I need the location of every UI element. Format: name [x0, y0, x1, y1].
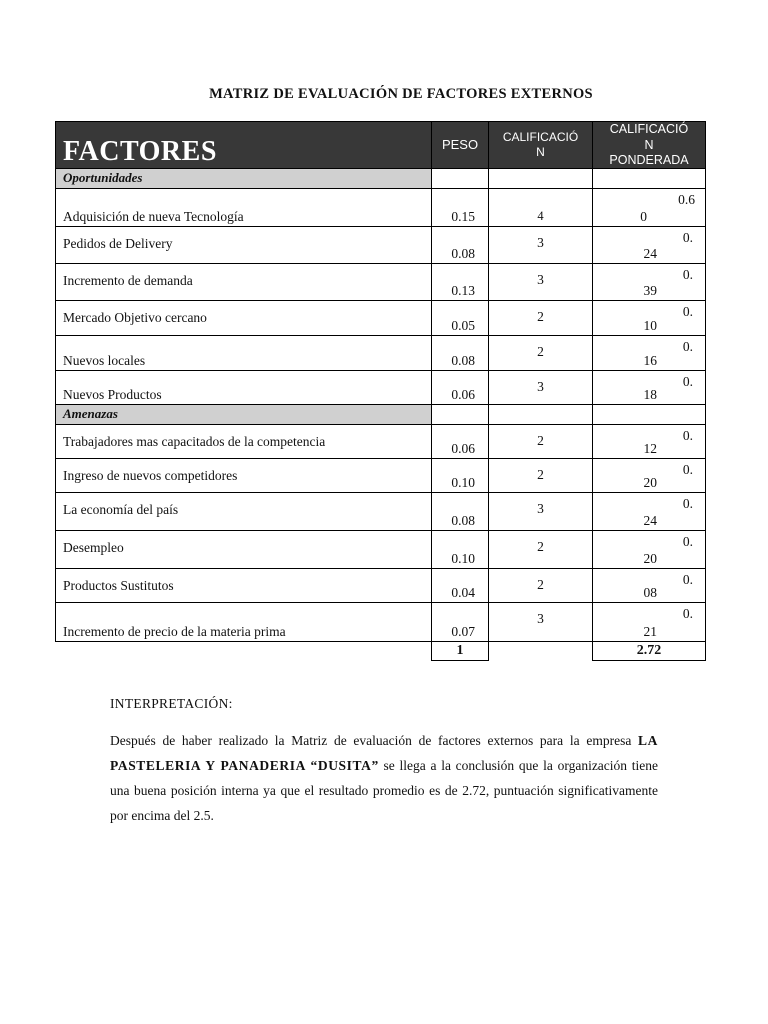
header-ponderada-line3: PONDERADA — [609, 153, 689, 167]
interpretation-heading: INTERPRETACIÓN: — [110, 696, 233, 711]
peso-value: 0.06 — [451, 441, 475, 456]
calificacion-value: 2 — [537, 309, 544, 324]
header-ponderada-line2: N — [644, 137, 654, 152]
factor-name: Mercado Objetivo cercano — [63, 310, 207, 325]
section-row-oportunidades — [56, 169, 706, 189]
calificacion-value: 2 — [537, 344, 544, 359]
calificacion-value: 3 — [537, 501, 544, 516]
header-calificacion — [489, 122, 593, 169]
ponderada-value-part1: 0.6 — [678, 192, 695, 207]
table-row — [56, 531, 706, 569]
ponderada-value-part2: 18 — [643, 387, 657, 402]
interpretation-text-start: Después de haber realizado la Matriz de evaluación de factores externos para la empresa — [110, 733, 639, 748]
ponderada-value-part1: 0. — [682, 462, 693, 477]
header-peso — [432, 122, 489, 169]
ponderada-value-part1: 0. — [682, 534, 693, 549]
peso-value: 0.07 — [451, 624, 475, 639]
table-row — [56, 493, 706, 531]
section-row-amenazas — [56, 405, 706, 425]
calificacion-value: 3 — [537, 379, 544, 394]
ponderada-value-part2: 10 — [643, 318, 657, 333]
table-row — [56, 371, 706, 405]
header-calificacion-line1: CALIFICACIÓ — [502, 130, 579, 144]
document-title: MATRIZ DE EVALUACIÓN DE FACTORES EXTERNOS — [209, 86, 593, 102]
calificacion-value: 2 — [537, 433, 544, 448]
interpretation-text-end: se llega a la conclusión que la organización tiene una buena posición interna ya que el resultado promedio es de 2.72, puntuación significativamente por encima del 2.5. — [110, 758, 659, 823]
factor-name: Productos Sustitutos — [63, 578, 174, 593]
header-ponderada-line1: CALIFICACIÓ — [609, 122, 689, 136]
interpretation-paragraph — [110, 728, 658, 828]
calificacion-value: 4 — [537, 209, 544, 223]
header-factores-label: FACTORES — [63, 136, 217, 167]
header-peso-label: PESO — [441, 137, 479, 152]
ponderada-value-part1: 0. — [682, 606, 693, 621]
company-name: LA PASTELERIA Y PANADERIA “DUSITA” — [110, 733, 658, 773]
calificacion-value: 2 — [537, 577, 544, 592]
ponderada-value-part1: 0. — [682, 267, 693, 282]
total-ponderada: 2.72 — [636, 643, 662, 658]
ponderada-value-part1: 0. — [682, 496, 693, 511]
header-factores — [56, 122, 432, 169]
peso-value: 0.08 — [451, 353, 475, 368]
peso-value: 0.13 — [451, 283, 475, 298]
section-label-amenazas: Amenazas — [63, 406, 118, 421]
ponderada-value-part2: 16 — [643, 353, 657, 368]
peso-value: 0.08 — [451, 513, 475, 528]
table-row — [56, 301, 706, 336]
factor-name: Trabajadores mas capacitados de la competencia — [63, 434, 326, 449]
factor-name: Adquisición de nueva Tecnología — [63, 209, 244, 224]
peso-value: 0.15 — [451, 209, 475, 224]
ponderada-value-part1: 0. — [682, 572, 693, 587]
ponderada-value-part1: 0. — [682, 230, 693, 245]
peso-value: 0.08 — [451, 246, 475, 261]
factor-name: Incremento de demanda — [63, 273, 193, 288]
ponderada-value-part2: 20 — [643, 475, 657, 490]
peso-value: 0.06 — [451, 387, 475, 402]
factor-name: La economía del país — [63, 502, 179, 517]
section-label-oportunidades: Oportunidades — [63, 170, 143, 185]
factor-name: Nuevos locales — [63, 353, 146, 368]
table-row — [56, 336, 706, 371]
ponderada-value-part2: 08 — [643, 585, 657, 600]
table-row — [56, 603, 706, 642]
calificacion-value: 2 — [537, 539, 544, 554]
table-row — [56, 425, 706, 459]
header-ponderada — [593, 122, 706, 169]
factor-name: Desempleo — [63, 540, 124, 555]
peso-value: 0.05 — [451, 318, 475, 333]
peso-value: 0.10 — [451, 551, 475, 566]
efe-matrix-table — [55, 121, 706, 661]
factor-name: Nuevos Productos — [63, 387, 162, 402]
ponderada-value-part2: 21 — [643, 624, 657, 639]
ponderada-value-part1: 0. — [682, 304, 693, 319]
factor-name: Incremento de precio de la materia prima — [63, 624, 286, 639]
total-peso: 1 — [456, 643, 464, 658]
factor-name: Ingreso de nuevos competidores — [63, 468, 238, 483]
table-header-row — [56, 122, 706, 169]
peso-value: 0.04 — [451, 585, 475, 600]
factor-name: Pedidos de Delivery — [63, 236, 173, 251]
ponderada-value-part1: 0. — [682, 428, 693, 443]
ponderada-value-part1: 0. — [682, 374, 693, 389]
ponderada-value-part2: 12 — [643, 441, 657, 456]
calificacion-value: 3 — [537, 235, 544, 250]
peso-value: 0.10 — [451, 475, 475, 490]
calificacion-value: 2 — [537, 467, 544, 482]
header-calificacion-line2: N — [536, 145, 545, 159]
table-row — [56, 459, 706, 493]
calificacion-value: 3 — [537, 272, 544, 287]
ponderada-value-part2: 39 — [643, 283, 657, 298]
table-row — [56, 569, 706, 603]
ponderada-value-part2: 24 — [643, 246, 657, 261]
table-row — [56, 227, 706, 264]
ponderada-value-part2: 0 — [640, 209, 647, 224]
ponderada-value-part2: 20 — [643, 551, 657, 566]
ponderada-value-part1: 0. — [682, 339, 693, 354]
table-row — [56, 264, 706, 301]
ponderada-value-part2: 24 — [643, 513, 657, 528]
table-row — [56, 189, 706, 227]
totals-row — [56, 642, 706, 661]
calificacion-value: 3 — [537, 611, 544, 626]
